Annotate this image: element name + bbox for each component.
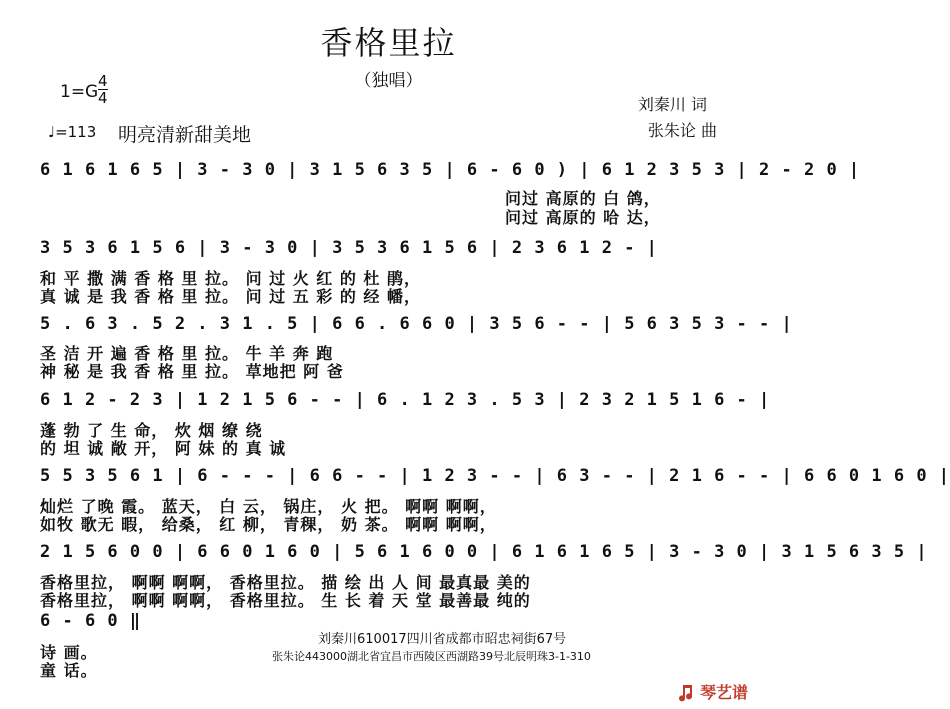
notation-line-3: 5 . 6 3 . 5 2 . 3 1 . 5 | 6 6 . 6 6 0 | 3 5 6 - - | 5 6 3 5 3 - - | bbox=[40, 314, 793, 334]
lyric-line-7b: 童 话。 bbox=[40, 661, 98, 680]
lyric-line-7a: 诗 画。 bbox=[40, 643, 98, 662]
notation-line-1: 6 1 6 1 6 5 | 3 - 3 0 | 3 1 5 6 3 5 | 6 - 6 0 ) | 6 1 2 3 5 3 | 2 - 2 0 | bbox=[40, 160, 861, 180]
mood-marking: 明亮清新甜美地 bbox=[118, 124, 252, 146]
notation-line-6: 2 1 5 6 0 0 | 6 6 0 1 6 0 | 5 6 1 6 0 0 | 6 1 6 1 6 5 | 3 - 3 0 | 3 1 5 6 3 5 | bbox=[40, 542, 928, 562]
lyric-line-2b: 真 诚 是 我 香 格 里 拉。 问 过 五 彩 的 经 幡， bbox=[40, 287, 421, 306]
site-logo bbox=[680, 680, 748, 703]
song-subtitle: （独唱） bbox=[354, 71, 423, 91]
lyric-line-5b: 如牧 歌无 暇， 给桑， 红 柳， 青稞， 奶 茶。 啊啊 啊啊， bbox=[40, 515, 497, 534]
key-signature: 1=G bbox=[60, 82, 99, 102]
time-top: 4 bbox=[98, 72, 108, 90]
lyricist-address: 刘秦川610017四川省成都市昭忠祠街67号 bbox=[318, 632, 567, 647]
tempo-marking: ♩=113 bbox=[48, 123, 97, 141]
music-note-icon bbox=[680, 683, 696, 701]
time-signature bbox=[98, 73, 108, 106]
lyric-line-4b: 的 坦 诚 敞 开， 阿 妹 的 真 诚 bbox=[40, 439, 287, 458]
notation-line-4: 6 1 2 - 2 3 | 1 2 1 5 6 - - | 6 . 1 2 3 . 5 3 | 2 3 2 1 5 1 6 - | bbox=[40, 390, 771, 410]
lyricist-credit: 刘秦川 词 bbox=[637, 95, 707, 114]
lyric-line-5a: 灿烂 了晚 霞。 蓝天， 白 云， 锅庄， 火 把。 啊啊 啊啊， bbox=[40, 497, 497, 516]
lyric-line-2a: 和 平 撒 满 香 格 里 拉。 问 过 火 红 的 杜 鹃， bbox=[40, 269, 421, 288]
lyric-line-3b: 神 秘 是 我 香 格 里 拉。 草地把 阿 爸 bbox=[40, 362, 344, 381]
lyric-line-4a: 蓬 勃 了 生 命， 炊 烟 缭 绕 bbox=[40, 421, 263, 440]
lyric-line-1a: 问过 高原的 白 鸽， bbox=[505, 189, 661, 208]
notation-line-7: 6 - 6 0 ‖ bbox=[40, 611, 142, 631]
logo-text: 琴艺谱 bbox=[700, 683, 749, 702]
notation-line-5: 5 5 3 5 6 1 | 6 - - - | 6 6 - - | 1 2 3 - - | 6 3 - - | 2 1 6 - - | 6 6 0 1 6 0 | bbox=[40, 466, 950, 486]
notation-line-2: 3 5 3 6 1 5 6 | 3 - 3 0 | 3 5 3 6 1 5 6 | 2 3 6 1 2 - | bbox=[40, 238, 658, 258]
lyric-line-6b: 香格里拉， 啊啊 啊啊， 香格里拉。 生 长 着 天 堂 最善最 纯的 bbox=[40, 591, 531, 610]
lyric-line-6a: 香格里拉， 啊啊 啊啊， 香格里拉。 描 绘 出 人 间 最真最 美的 bbox=[40, 573, 531, 592]
song-title: 香格里拉 bbox=[320, 24, 457, 62]
time-bottom: 4 bbox=[98, 89, 108, 107]
composer-address: 张朱论443000湖北省宜昌市西陵区西湖路39号北辰明珠3-1-310 bbox=[272, 650, 591, 663]
lyric-line-1b: 问过 高原的 哈 达， bbox=[505, 208, 661, 227]
composer-credit: 张朱论 曲 bbox=[647, 121, 717, 140]
lyric-line-3a: 圣 洁 开 遍 香 格 里 拉。 牛 羊 奔 跑 bbox=[40, 344, 334, 363]
